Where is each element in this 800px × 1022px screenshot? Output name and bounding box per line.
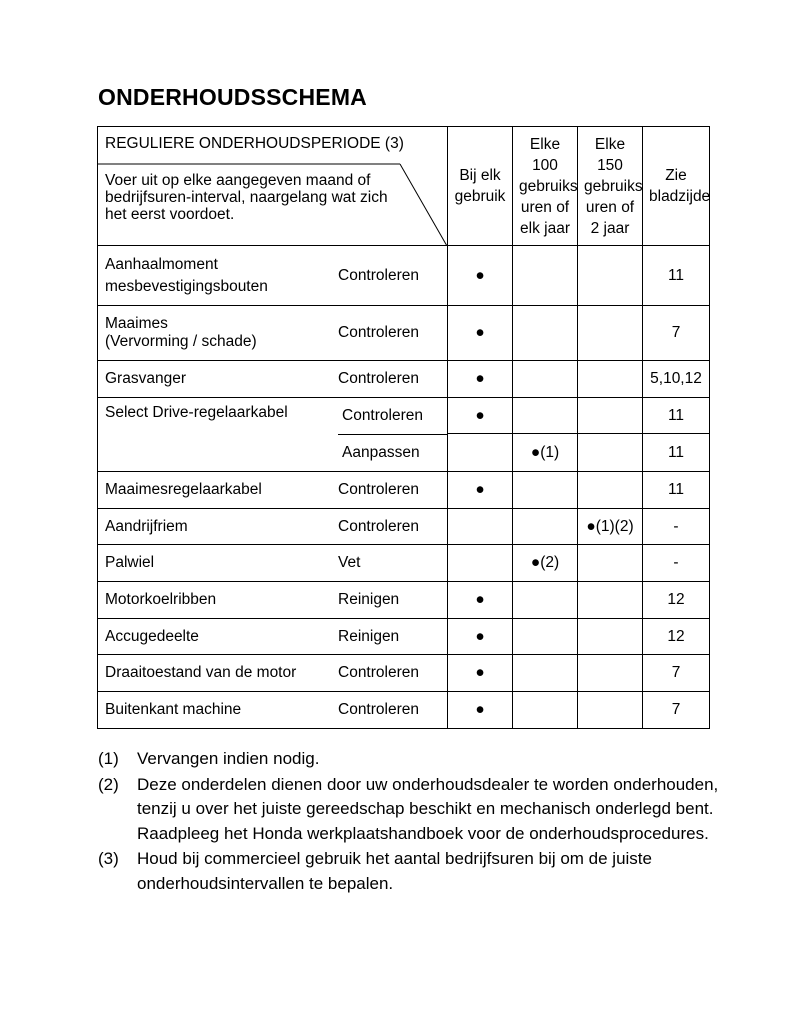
row-each-use: ● (448, 246, 513, 306)
row-item-cell (98, 246, 448, 306)
row-100-hours (513, 655, 578, 692)
row-item: Select Drive-regelaarkabel (105, 404, 288, 421)
table-row (98, 361, 710, 398)
row-item: Draaitoestand van de motor (105, 664, 297, 681)
table-row (98, 619, 710, 655)
row-150-hours (578, 361, 643, 398)
table-row (98, 582, 710, 619)
col-header-see-page: Zie bladzijde (643, 127, 710, 246)
col-header-150-hours: Elke 150 gebruiks uren of 2 jaar (578, 127, 643, 246)
row-150-hours (578, 246, 643, 306)
row-150-hours (578, 619, 643, 655)
row-page: 7 (643, 306, 710, 361)
row-page: 11 (643, 398, 710, 434)
footnote-number: (3) (98, 849, 119, 868)
header-period: REGULIERE ONDERHOUDSPERIODE (3) (105, 135, 404, 152)
row-page: 12 (643, 582, 710, 619)
footnote-number: (2) (98, 774, 119, 794)
row-item-cell (98, 545, 448, 582)
row-each-use (448, 509, 513, 545)
row-100-hours (513, 361, 578, 398)
footnote-2 (98, 773, 738, 847)
row-item: Grasvanger (105, 370, 186, 387)
row-action: Controleren (338, 266, 419, 284)
footnote-3 (98, 847, 738, 896)
table-header-row (98, 127, 710, 246)
maintenance-schedule-table (97, 126, 710, 729)
table-row (98, 655, 710, 692)
row-150-hours (578, 655, 643, 692)
row-page: 7 (643, 655, 710, 692)
footnote-1 (98, 747, 738, 772)
row-page: 12 (643, 619, 710, 655)
row-100-hours: ●(1) (513, 434, 578, 472)
footnote-number: (1) (98, 749, 119, 768)
row-item: Palwiel (105, 554, 155, 571)
row-each-use (448, 434, 513, 472)
row-100-hours (513, 306, 578, 361)
row-150-hours (578, 582, 643, 619)
footnotes (98, 747, 738, 897)
row-page: - (643, 509, 710, 545)
row-page: 11 (643, 246, 710, 306)
row-item: Motorkoelribben (105, 591, 217, 608)
row-page: 11 (643, 434, 710, 472)
header-period-cell (98, 127, 448, 246)
row-action: Aanpassen (342, 444, 420, 461)
footnote-text: Houd bij commercieel gebruik het aantal bedrijfsuren bij om de juiste onderhoudsintervallen te bepalen. (137, 849, 652, 893)
row-each-use: ● (448, 582, 513, 619)
table-row (98, 509, 710, 545)
row-item-cell (98, 306, 448, 361)
row-each-use: ● (448, 361, 513, 398)
row-100-hours: ●(2) (513, 545, 578, 582)
row-100-hours (513, 246, 578, 306)
row-each-use: ● (448, 472, 513, 509)
row-item-cell (98, 509, 448, 545)
row-item: Maaimesregelaarkabel (105, 481, 262, 498)
row-100-hours (513, 692, 578, 729)
row-action: Controleren (338, 324, 419, 341)
row-page: - (643, 545, 710, 582)
row-action: Controleren (338, 517, 419, 535)
row-item: Accugedeelte (105, 627, 199, 645)
header-instruction: Voer uit op elke aangegeven maand of bedrijfsuren-interval, naargelang wat zich het eerst voordoet. (105, 172, 388, 223)
row-action: Reinigen (338, 627, 400, 645)
row-item: Aanhaalmoment mesbevestigingsbouten (105, 255, 268, 295)
footnote-text: Vervangen indien nodig. (137, 749, 320, 768)
table-row (98, 545, 710, 582)
footnote-text: Deze onderdelen dienen door uw onderhoudsdealer te worden onderhouden, tenzij u over het juiste gereedschap beschikt en mechanisch onderlegd bent. Raadpleeg het Honda werkplaatshandboek voor de onderhoudsprocedures. (137, 774, 719, 843)
row-150-hours (578, 434, 643, 472)
row-100-hours (513, 509, 578, 545)
row-each-use: ● (448, 619, 513, 655)
row-150-hours: ●(1)(2) (578, 509, 643, 545)
table-row (98, 692, 710, 729)
row-100-hours (513, 619, 578, 655)
table-row (98, 246, 710, 306)
row-150-hours (578, 545, 643, 582)
col-header-100-hours: Elke 100 gebruiks uren of elk jaar (513, 127, 578, 246)
row-item-cell (98, 692, 448, 729)
table-row (98, 472, 710, 509)
row-action: Controleren (338, 481, 419, 498)
row-page: 5,10,12 (643, 361, 710, 398)
row-action: Controleren (338, 370, 419, 387)
row-item-cell (98, 398, 448, 472)
row-100-hours (513, 472, 578, 509)
row-150-hours (578, 472, 643, 509)
row-action: Vet (338, 554, 361, 571)
table-row (98, 306, 710, 361)
row-action: Controleren (338, 664, 419, 681)
page-title: ONDERHOUDSSCHEMA (98, 84, 367, 110)
row-item: Maaimes (Vervorming / schade) (105, 315, 257, 350)
row-item: Buitenkant machine (105, 701, 242, 718)
row-each-use (448, 545, 513, 582)
row-action: Reinigen (338, 591, 400, 608)
row-each-use: ● (448, 398, 513, 434)
row-item-cell (98, 361, 448, 398)
row-item-cell (98, 619, 448, 655)
row-item-cell (98, 655, 448, 692)
table-row (98, 398, 710, 434)
row-each-use: ● (448, 655, 513, 692)
col-header-each-use: Bij elk gebruik (448, 127, 513, 246)
header-diagonal-line (98, 127, 448, 246)
row-150-hours (578, 306, 643, 361)
row-page: 11 (643, 472, 710, 509)
row-100-hours (513, 582, 578, 619)
row-item: Aandrijfriem (105, 517, 188, 535)
row-each-use: ● (448, 306, 513, 361)
row-item-cell (98, 582, 448, 619)
row-each-use: ● (448, 692, 513, 729)
row-100-hours (513, 398, 578, 434)
row-150-hours (578, 398, 643, 434)
row-action: Controleren (338, 398, 447, 435)
row-action: Controleren (338, 701, 419, 718)
row-page: 7 (643, 692, 710, 729)
row-item-cell (98, 472, 448, 509)
row-150-hours (578, 692, 643, 729)
